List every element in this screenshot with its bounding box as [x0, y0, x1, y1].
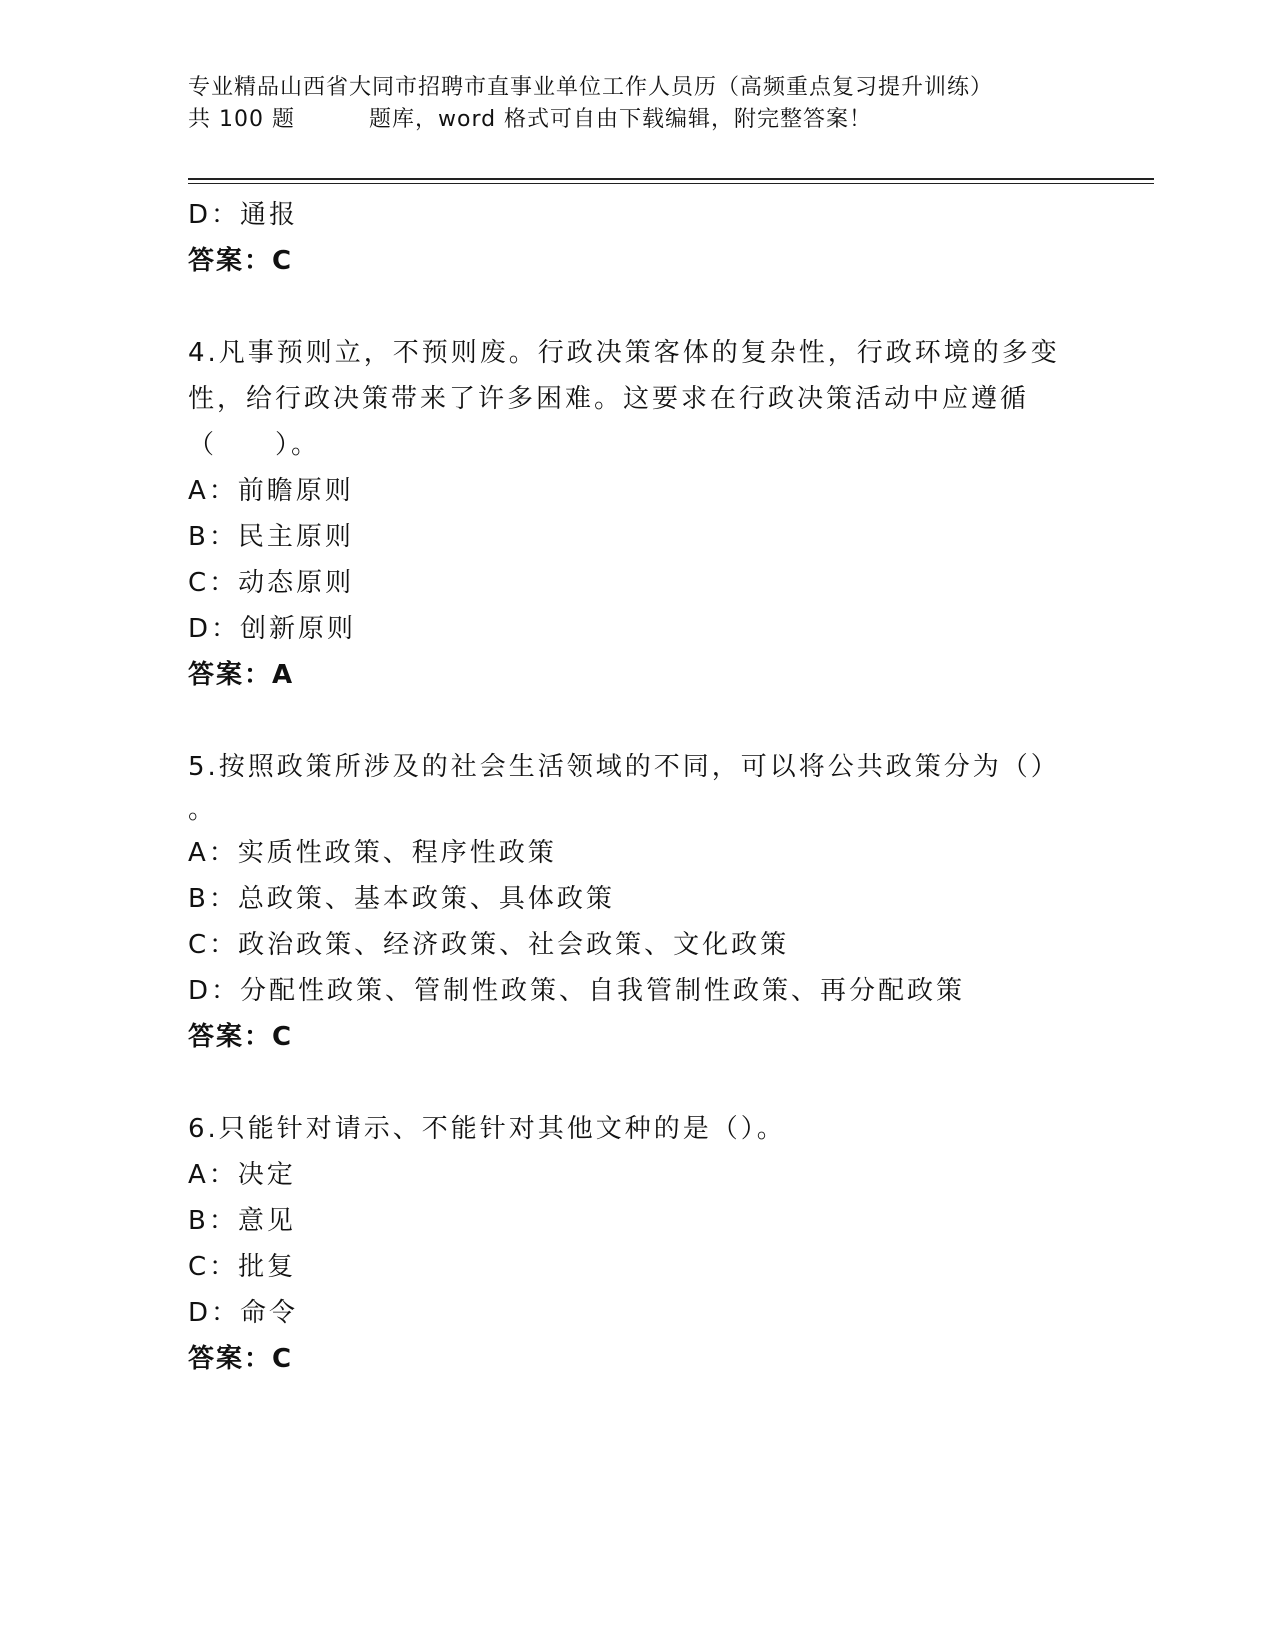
header-title: 专业精品山西省大同市招聘市直事业单位工作人员历（高频重点复习提升训练） — [188, 75, 994, 100]
option-d: D：通报 — [188, 200, 299, 230]
question-list — [188, 192, 1068, 1382]
question-5-option-b: B：总政策、基本政策、具体政策 — [188, 884, 615, 914]
spacer — [188, 698, 1068, 744]
question-4-option-a: A：前瞻原则 — [188, 476, 354, 506]
question-5-option-c: C：政治政策、经济政策、社会政策、文化政策 — [188, 930, 790, 960]
header-note: 题库，word 格式可自由下载编辑，附完整答案！ — [368, 107, 873, 132]
question-4-option-c: C：动态原则 — [188, 568, 355, 598]
question-5-option-a: A：实质性政策、程序性政策 — [188, 838, 557, 868]
spacer — [188, 284, 1068, 330]
question-4-text-line2: 性，给行政决策带来了许多困难。这要求在行政决策活动中应遵循 — [188, 384, 1030, 414]
spacer — [188, 1060, 1068, 1106]
question-5-text-line2: 。 — [188, 795, 218, 825]
header-divider-thin — [188, 183, 1154, 184]
question-5-option-d: D：分配性政策、管制性政策、自我管制性政策、再分配政策 — [188, 976, 966, 1006]
question-6-option-b: B：意见 — [188, 1206, 296, 1236]
question-6-option-a: A：决定 — [188, 1160, 296, 1190]
answer: 答案：C — [188, 246, 294, 276]
question-4-option-b: B：民主原则 — [188, 522, 354, 552]
question-6-option-c: C：批复 — [188, 1252, 297, 1282]
question-6-option-d: D：命令 — [188, 1298, 299, 1328]
page-header — [188, 72, 1068, 136]
question-4-text-line3: （ ）。 — [188, 430, 321, 460]
question-5-text-line1: 5.按照政策所涉及的社会生活领域的不同，可以将公共政策分为（） — [188, 752, 1060, 782]
question-6-text-line1: 6.只能针对请示、不能针对其他文种的是（）。 — [188, 1114, 786, 1144]
question-6-answer: 答案：C — [188, 1344, 294, 1374]
header-count: 共 100 题 — [188, 107, 295, 132]
question-4-text-line1: 4.凡事预则立，不预则废。行政决策客体的复杂性，行政环境的多变 — [188, 338, 1060, 368]
question-4-option-d: D：创新原则 — [188, 614, 357, 644]
header-divider-thick — [188, 178, 1154, 180]
question-5-answer: 答案：C — [188, 1022, 294, 1052]
header-subtitle — [188, 104, 1068, 136]
question-4-answer: 答案：A — [188, 660, 295, 690]
